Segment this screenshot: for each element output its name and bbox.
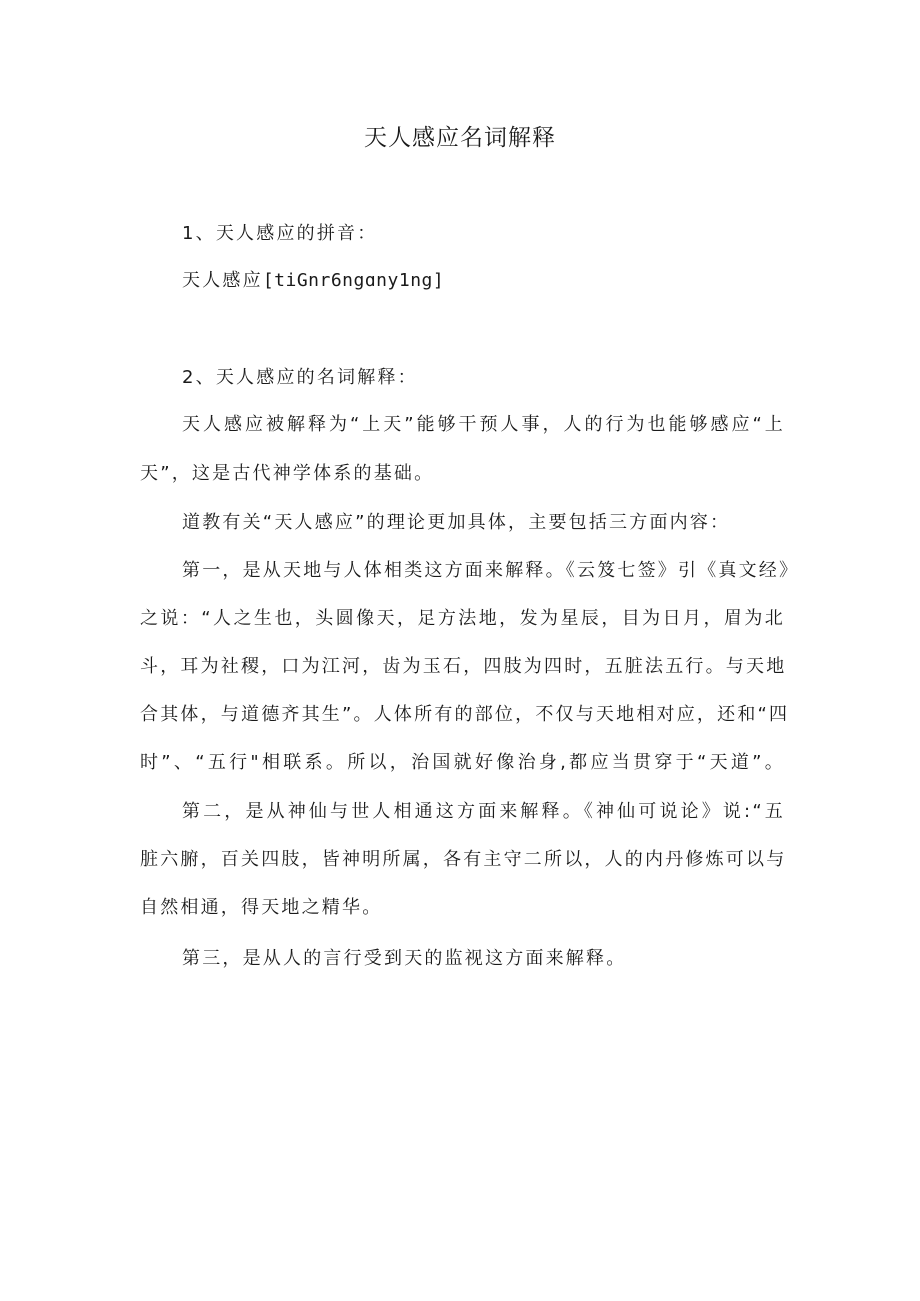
paragraph-1-line: 天人感应被解释为“上天”能够干预人事，人的行为也能够感应“上 — [182, 414, 785, 435]
pinyin-line — [182, 266, 785, 296]
paragraph-3-line: 之说：“人之生也，头圆像天，足方法地，发为星辰，目为日月，眉为北 — [140, 608, 785, 629]
paragraph-5-line: 第三，是从人的言行受到天的监视这方面来解释。 — [182, 948, 627, 969]
paragraph-3-line: 时”、“五行"相联系。所以，治国就好像治身,都应当贯穿于“天道”。 — [140, 752, 785, 773]
paragraph-4-line: 第二，是从神仙与世人相通这方面来解释。《神仙可说论》说:“五 — [182, 801, 785, 822]
paragraph-1-line: 天”，这是古代神学体系的基础。 — [140, 463, 435, 484]
paragraph-4-line: 脏六腑，百关四肢，皆神明所属，各有主守二所以，人的内丹修炼可以与 — [140, 849, 787, 870]
pinyin-value: [tiGnr6ngɑny1ng] — [262, 270, 445, 291]
pinyin-word: 天人感应 — [182, 270, 263, 291]
paragraph-3-line: 第一，是从天地与人体相类这方面来解释。《云笈七签》引《真文经》 — [182, 560, 800, 581]
page-title: 天人感应名词解释 — [364, 125, 556, 151]
paragraph-2-line: 道教有关“天人感应”的理论更加具体，主要包括三方面内容： — [182, 512, 731, 533]
section-1-heading: 1、天人感应的拼音： — [182, 223, 378, 244]
paragraph-3-line: 合其体，与道德齐其生”。人体所有的部位，不仅与天地相对应，还和“四 — [140, 704, 790, 725]
section-2-heading: 2、天人感应的名词解释： — [182, 367, 418, 388]
paragraph-3-line: 斗，耳为社稷，口为江河，齿为玉石，四肢为四时，五脏法五行。与天地 — [140, 656, 787, 677]
paragraph-4-line: 自然相通，得天地之精华。 — [140, 897, 383, 918]
